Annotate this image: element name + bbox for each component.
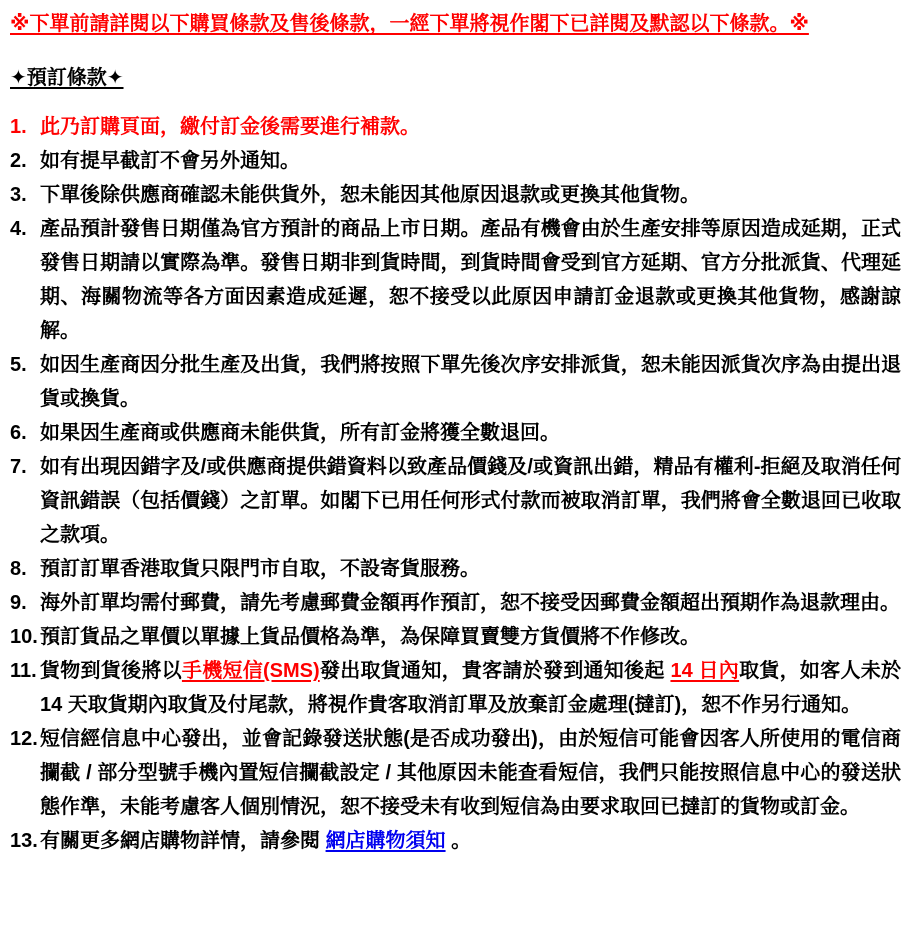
- term-number: 12.: [10, 728, 38, 750]
- text-segment: 發出取貨通知，貴客請於發到通知後起: [319, 660, 671, 682]
- shop-guide-link[interactable]: 網店購物須知: [325, 830, 446, 852]
- text-segment: 預訂貨品之單價以單據上貨品價格為準，為保障買賣雙方貨價將不作修改。: [40, 626, 700, 648]
- text-segment: 海外訂單均需付郵費，請先考慮郵費金額再作預訂，恕不接受因郵費金額超出預期作為退款理由。: [40, 592, 900, 614]
- term-text: [40, 178, 901, 212]
- term-text: [40, 824, 901, 858]
- term-item-13: [10, 824, 901, 858]
- term-number: 7.: [10, 456, 27, 478]
- section-heading-preorder-terms: ✦預訂條款✦: [10, 67, 124, 89]
- term-item-11: [10, 654, 901, 722]
- text-segment: 。: [445, 830, 472, 852]
- term-item-6: [10, 416, 901, 450]
- term-number: 4.: [10, 218, 27, 240]
- term-text: [40, 552, 901, 586]
- term-text: [40, 620, 901, 654]
- text-segment: 此乃訂購頁面，繳付訂金後需要進行補款。: [40, 116, 420, 138]
- text-segment: 預訂訂單香港取貨只限門市自取，不設寄貨服務。: [40, 558, 480, 580]
- text-segment: 短信經信息中心發出，並會記錄發送狀態(是否成功發出)，由於短信可能會因客人所使用的電信商攔截 / 部分型號手機內置短信攔截設定 / 其他原因未能查看短信，我們只能按照信息中心的發送狀態作準，未能考慮客人個別情況，恕不接受未有收到短信為由要求取回已撻訂的貨物或訂金。: [40, 728, 901, 818]
- text-segment: 貨物到貨後將以: [40, 660, 182, 682]
- term-text: [40, 110, 901, 144]
- term-item-9: [10, 586, 901, 620]
- highlighted-text-segment: 14 日內: [670, 660, 740, 682]
- term-item-7: [10, 450, 901, 552]
- term-item-2: [10, 144, 901, 178]
- term-number: 5.: [10, 354, 27, 376]
- term-number: 2.: [10, 150, 27, 172]
- term-text: [40, 450, 901, 552]
- text-segment: 如因生產商因分批生產及出貨，我們將按照下單先後次序安排派貨，恕未能因派貨次序為由提出退貨或換貨。: [40, 354, 901, 410]
- term-number: 1.: [10, 116, 27, 138]
- text-segment: 如果因生產商或供應商未能供貨，所有訂金將獲全數退回。: [40, 422, 560, 444]
- term-item-3: [10, 178, 901, 212]
- text-segment: 取貨，如客人未於 14 天取貨期內取貨及付尾款，將視作貴客取消訂單及放棄訂金處理(撻訂)，恕不作另行通知。: [40, 660, 901, 716]
- term-number: 10.: [10, 626, 38, 648]
- term-number: 11.: [10, 660, 37, 682]
- text-segment: 如有提早截訂不會另外通知。: [40, 150, 300, 172]
- text-segment: 有關更多網店購物詳情，請參閱: [40, 830, 326, 852]
- term-number: 8.: [10, 558, 27, 580]
- text-segment: 產品預計發售日期僅為官方預計的商品上市日期。產品有機會由於生產安排等原因造成延期，正式發售日期請以實際為準。發售日期非到貨時間，到貨時間會受到官方延期、官方分批派貨、代理延期、海關物流等各方面因素造成延遲，恕不接受以此原因申請訂金退款或更換其他貨物，感謝諒解。: [40, 218, 901, 342]
- term-item-12: [10, 722, 901, 824]
- terms-list: [10, 110, 901, 858]
- notice-title: ※下單前請詳閱以下購買條款及售後條款，一經下單將視作閣下已詳閱及默認以下條款。※: [10, 13, 809, 35]
- term-text: [40, 654, 901, 722]
- text-segment: 如有出現因錯字及/或供應商提供錯資料以致產品價錢及/或資訊出錯，精品有權利-拒絕及取消任何資訊錯誤（包括價錢）之訂單。如閣下已用任何形式付款而被取消訂單，我們將會全數退回已收取之款項。: [40, 456, 901, 546]
- term-number: 6.: [10, 422, 27, 444]
- term-text: [40, 348, 901, 416]
- term-text: [40, 212, 901, 348]
- term-text: [40, 722, 901, 824]
- text-segment: 下單後除供應商確認未能供貨外，恕未能因其他原因退款或更換其他貨物。: [40, 184, 700, 206]
- term-item-8: [10, 552, 901, 586]
- term-item-1: [10, 110, 901, 144]
- term-text: [40, 144, 901, 178]
- term-item-10: [10, 620, 901, 654]
- term-text: [40, 586, 901, 620]
- term-item-4: [10, 212, 901, 348]
- term-number: 3.: [10, 184, 27, 206]
- highlighted-text-segment: 手機短信(SMS): [181, 660, 320, 682]
- term-number: 13.: [10, 830, 38, 852]
- term-text: [40, 416, 901, 450]
- term-item-5: [10, 348, 901, 416]
- term-number: 9.: [10, 592, 27, 614]
